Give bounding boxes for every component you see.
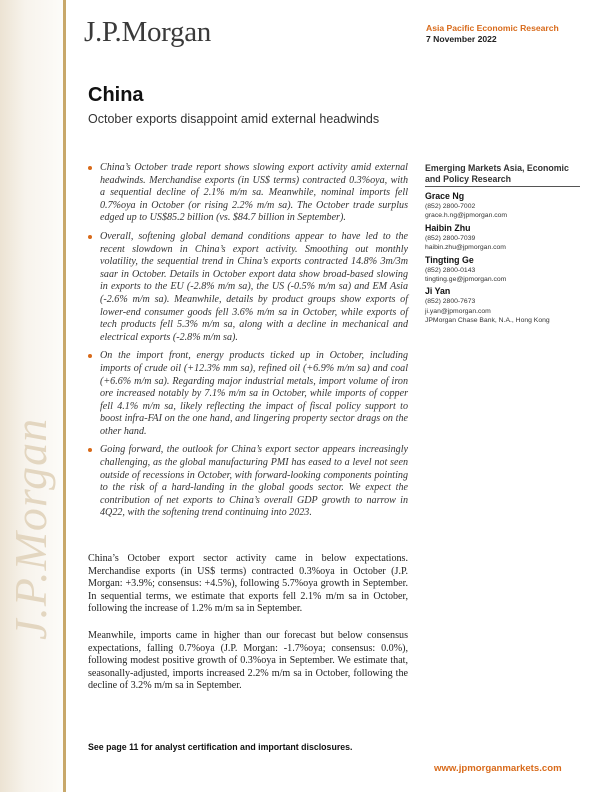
summary-bullet xyxy=(88,162,408,225)
bullet-text: On the import front, energy products ticked up in October, including imports of crude oil (+12.3% mm sa), refined oil (+6.9% m/m sa) and coal (+6.6% m/m sa). Regarding major industrial metals, import volume of iron ore increased notably by 7.1% m/m sa in October, while imports of copper fell 4.1% m/m sa, likely reflecting the impact of fiscal policy support to boost infra-FAI on the one hand, and lingering property sector drags on the other hand. xyxy=(100,350,408,437)
analyst-name: Tingting Ge xyxy=(425,254,474,265)
bullet-text: Overall, softening global demand conditions appear to have led to the recent slowdown in China’s export activity. Smoothing out monthly volatility, the sequential trend in China’s exports contracted 14.8% 3m/3m saar in October. Details in October export data show broad-based slowing in exports to the EU (-2.8% m/m sa), the US (-0.5% m/m sa) and EM Asia (-2.6% m/m sa). Meanwhile, details by product groups show exports of lower-end consumer goods fell 3.6% m/m sa in October, while exports of tech products fell 5.3% m/m sa, along with a decline in mechanical and electrical exports (-2.8% m/m sa). xyxy=(100,230,408,343)
report-date: 7 November 2022 xyxy=(426,34,497,44)
analyst-card xyxy=(425,255,580,285)
summary-bullet xyxy=(88,444,408,520)
left-sidebar-band xyxy=(0,0,63,792)
analyst-email-link[interactable]: ji.yan@jpmorgan.com xyxy=(425,307,491,315)
summary-bullet xyxy=(88,231,408,344)
analyst-panel xyxy=(425,163,580,328)
analyst-phone: (852) 2800-7673 xyxy=(425,298,476,306)
analyst-email-link[interactable]: tingting.ge@jpmorgan.com xyxy=(425,276,507,284)
sidebar-gold-rule xyxy=(63,0,66,792)
summary-bullet xyxy=(88,350,408,438)
analyst-phone: (852) 2800-0143 xyxy=(425,266,476,274)
analyst-card xyxy=(425,223,580,253)
disclosure-note: See page 11 for analyst certification and important disclosures. xyxy=(88,742,353,752)
bullet-icon xyxy=(88,235,92,239)
analyst-card xyxy=(425,286,580,325)
bullet-text: China’s October trade report shows slowing export activity amid external headwinds. Merchandise exports (in US$ terms) contracted 0.3%oya, with a sequential decline of 2.1% m/m sa. Meanwhile, nominal imports fell 0.7%oya in October (or rising 2.2% m/m sa). The October trade surplus edged up to US$85.2 billion (vs. $84.7 billion in September). xyxy=(100,162,408,224)
analyst-card xyxy=(425,191,580,221)
analyst-name: Grace Ng xyxy=(425,191,465,201)
bullet-text: Going forward, the outlook for China’s export sector appears increasingly challenging, as the global manufacturing PMI has eased to a level not seen outside of recessions in October, with forward-looking components pointing to the risk of a hard-landing in the global goods sector. We expect the contribution of net exports to China’s overall GDP growth to narrow in 4Q22, with the softening trend continuing into 2023. xyxy=(100,444,408,519)
analyst-name: Haibin Zhu xyxy=(425,222,471,233)
report-series: Asia Pacific Economic Research xyxy=(426,23,559,33)
analyst-entity: JPMorgan Chase Bank, N.A., Hong Kong xyxy=(425,317,550,325)
body-paragraph-exports: China’s October export sector activity came in below expectations. Merchandise exports (in US$ terms) contracted 0.3%oya in October (J.P. Morgan: +3.9%; consensus: +4.5%), following 5.7%oya growth in September. In sequential terms, we estimate that exports fell 2.1% m/m sa in October, following the increase of 1.2% m/m sa in September. xyxy=(88,553,408,615)
analyst-email-link[interactable]: haibin.zhu@jpmorgan.com xyxy=(425,244,506,252)
page-subtitle: October exports disappoint amid external headwinds xyxy=(88,112,380,126)
analyst-phone: (852) 2800-7039 xyxy=(425,234,476,242)
analyst-panel-heading: Emerging Markets Asia, Economic and Policy Research xyxy=(425,163,580,187)
jpmorgan-logo: J.P.Morgan xyxy=(84,16,211,48)
bullet-icon xyxy=(88,448,92,452)
analyst-phone: (852) 2800-7002 xyxy=(425,203,476,210)
analyst-name: Ji Yan xyxy=(425,286,451,297)
summary-bullets xyxy=(88,162,408,526)
analyst-email-link[interactable]: grace.h.ng@jpmorgan.com xyxy=(425,212,508,220)
bullet-icon xyxy=(88,166,92,170)
body-paragraph-imports: Meanwhile, imports came in higher than our forecast but below consensus expectations, falling 0.7%oya (J.P. Morgan: -1.7%oya; consensus: 0.0%), following modest positive growth of 0.3%oya in September. We estimate that, seasonally-adjusted, imports increased 2.2% m/m sa in October, following the decline of 3.2% m/m sa in September. xyxy=(88,630,408,692)
bullet-icon xyxy=(88,354,92,358)
report-header xyxy=(426,23,559,44)
brand-watermark: J.P.Morgan xyxy=(5,417,56,640)
website-link[interactable]: www.jpmorganmarkets.com xyxy=(434,763,562,774)
page-title: China xyxy=(88,84,144,106)
